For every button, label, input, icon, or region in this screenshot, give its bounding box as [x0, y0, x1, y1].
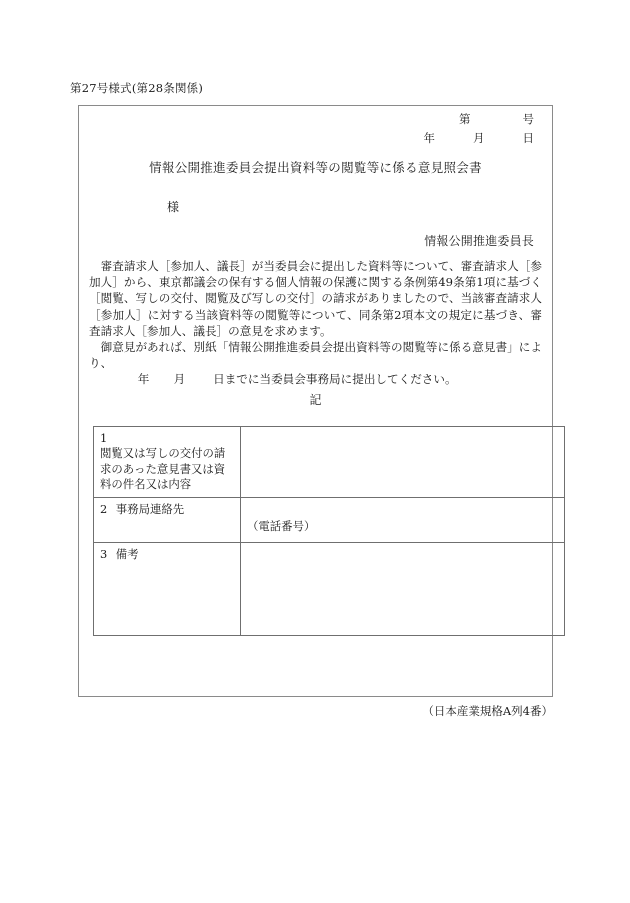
document-title: 情報公開推進委員会提出資料等の閲覧等に係る意見照会書 [149, 160, 482, 175]
body-text [89, 258, 542, 388]
deadline-tail-text: 日までに当委員会事務局に提出してください。 [213, 372, 457, 387]
deadline-month-label: 月 [173, 372, 186, 387]
table-row-label-cell [94, 542, 241, 635]
table-row-value-cell[interactable] [241, 497, 565, 542]
table-row [94, 497, 565, 542]
document-number-prefix-label: 第 [459, 112, 471, 126]
submission-deadline-line [89, 371, 542, 387]
document-date-field [424, 130, 535, 146]
table-row-value-cell[interactable] [241, 542, 565, 635]
body-paragraph-1: 審査請求人［参加人、議長］が当委員会に提出した資料等について、審査請求人［参加人］から、東京都議会の保有する個人情報の保護に関する条例第49条第1項に基づく［閲覧、写しの交付、閲覧及び写しの交付］の請求がありましたので、当該審査請求人［参加人］に対する当該資料等の閲覧等について、同条第2項本文の規定に基づき、審査請求人［参加人、議長］の意見を求めます。 [89, 259, 542, 338]
telephone-number-note: （電話番号） [247, 518, 316, 533]
form-number-label: 第27号様式(第28条関係) [70, 81, 204, 95]
document-number-field [459, 111, 534, 127]
table-row [94, 427, 565, 498]
document-date-year-label: 年 [423, 131, 435, 145]
row-label: 事務局連絡先 [115, 501, 185, 516]
items-table [93, 426, 565, 636]
document-date-month-label: 月 [473, 131, 485, 145]
paper-size-note: （日本産業規格A列4番） [422, 704, 553, 718]
row-label: 備考 [115, 546, 139, 561]
body-paragraph-2-head: 御意見があれば、別紙「情報公開推進委員会提出資料等の閲覧等に係る意見書」により、 [89, 340, 542, 371]
addressee-honorific: 様 [167, 200, 180, 214]
row-number: 1 [100, 431, 108, 445]
row-number: 2 [100, 501, 108, 516]
document-date-day-label: 日 [522, 131, 534, 145]
ki-marker: 記 [309, 393, 322, 407]
table-row-value-cell[interactable] [241, 427, 565, 498]
document-number-suffix-label: 号 [522, 112, 534, 126]
signer-title: 情報公開推進委員長 [424, 234, 534, 248]
row-number: 3 [100, 546, 108, 561]
table-row-label-cell [94, 497, 241, 542]
table-row [94, 542, 565, 635]
row-label: 閲覧又は写しの交付の請求のあった意見書又は資料の件名又は内容 [100, 446, 226, 492]
form-frame [78, 105, 553, 697]
table-row-label-cell [94, 427, 241, 498]
deadline-year-label: 年 [137, 372, 150, 387]
